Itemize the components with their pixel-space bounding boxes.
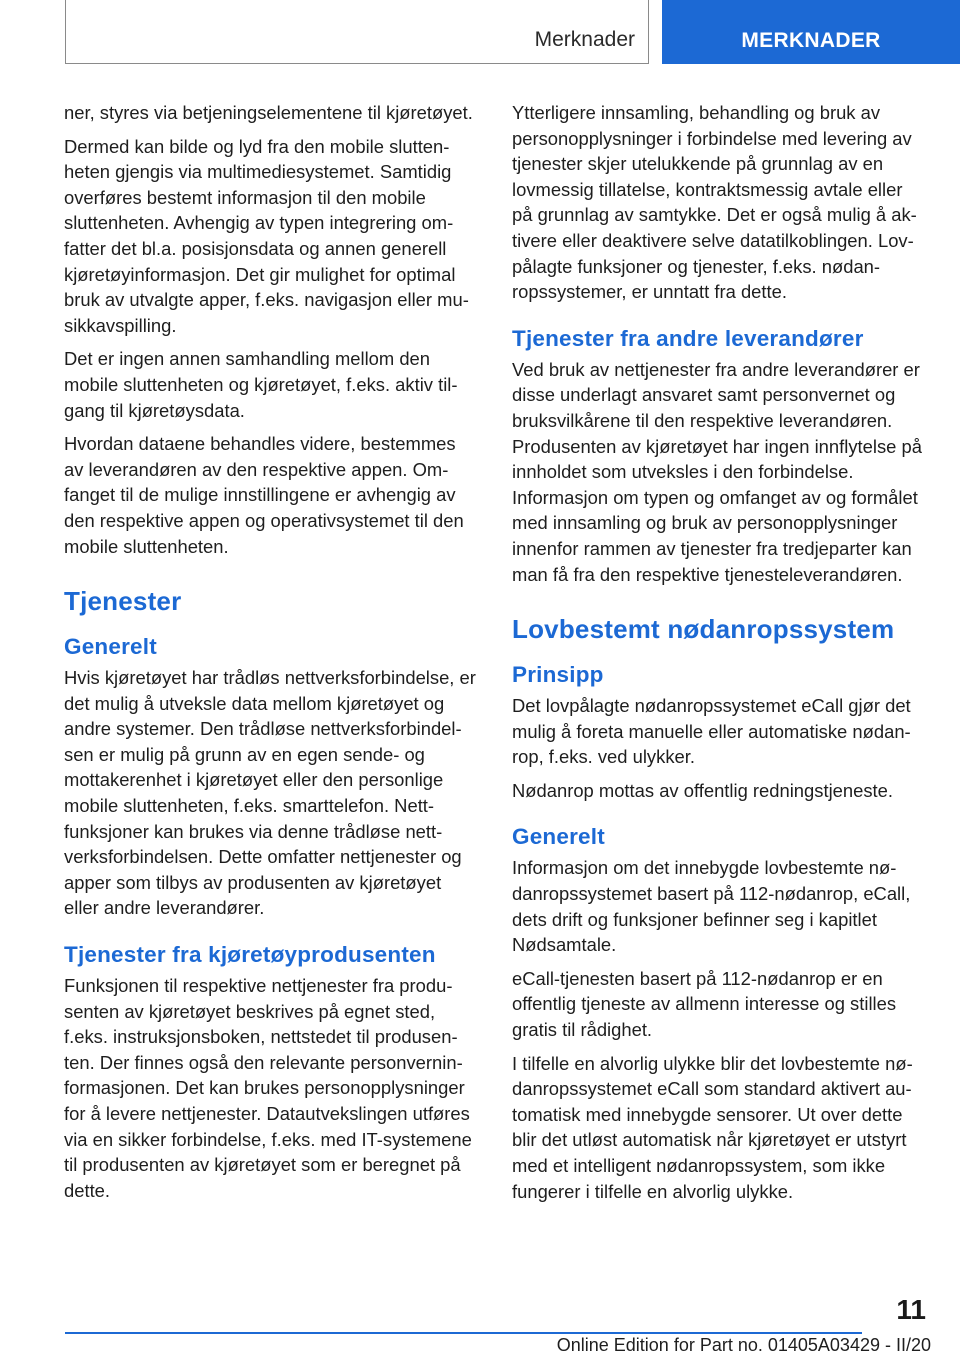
right-paragraph-5: Det lovpålagte nødanropssystemet eCall gjør det mulig å foreta manuelle eller automatiske nødanrop, f.eks. ved ulykker. <box>512 695 911 768</box>
left-heading-4: Tjenester <box>64 586 182 617</box>
footer-divider <box>65 1332 862 1334</box>
right-paragraph-9: eCall-tjenesten basert på 112-nødanrop er en offentlig tjeneste av allmenn interesse og stilles gratis til rådighet. <box>512 967 897 1041</box>
left-paragraph-3: Hvordan dataene behandles videre, bestemmes av leverandøren av den respektive appen. Omfanget til de mulige innstillingene er avhengig av den respektive appen og operativsystemet til den mobile sluttenheten. <box>64 433 464 557</box>
left-paragraph-6: Hvis kjøretøyet har trådløs nettverksforbindelse, er det mulig å utveksle data mellom kjøretøyet og andre systemer. Den trådløse nettverksforbindelsen er mulig på grunn av en egen sende- og mottakerenhet i kjøretøyet eller den personlige mobile sluttenheten, f.eks. smarttelefon. Nettfunksjoner kan brukes via denne trådløse nettverksforbindelsen. Dette omfatter nettjenester og apper som tilbys av produsenten av kjøretøyet eller andre leverandører. <box>64 667 476 919</box>
right-heading-1: Tjenester fra andre leverandører <box>512 325 864 351</box>
page-number: 11 <box>896 1294 926 1325</box>
left-paragraph-8: Funksjonen til respektive nettjenester fra produsenten av kjøretøyet beskrives på egnet sted, f.eks. instruksjonsboken, nettstedet til produsenten. Der finnes også den relevante personverninformasjonen. Det kan brukes personopplysninger for å levere nettjenester. Datautvekslingen utføres via en sikker forbindelse, f.eks. med IT-systemene til produsenten av kjøretøyet som er beregnet på dette. <box>64 975 472 1201</box>
footer-edition: Online Edition for Part no. 01405A03429 - II/20 <box>556 1335 931 1355</box>
chapter-tab-label: MERKNADER <box>741 29 881 52</box>
right-heading-3: Lovbestemt nødanropssystem <box>512 614 895 645</box>
right-paragraph-8: Informasjon om det innebygde lovbestemte nødanropssystemet basert på 112-nødanrop, eCall, dets drift og funksjoner befinner seg i kapitlet Nødsamtale. <box>512 857 911 956</box>
left-heading-7: Tjenester fra kjøretøyprodusenten <box>64 942 436 968</box>
right-paragraph-10: I tilfelle en alvorlig ulykke blir det lovbestemte nødanropssystemet eCall som standard aktivert automatisk med innebygde sensorer. Ut over dette blir det utløst automatisk når kjøretøyet er utstyrt med et intelligent nødanropssystem, som ikke fungerer i tilfelle en alvorlig ulykke. <box>512 1052 913 1202</box>
right-column <box>512 100 927 1212</box>
chapter-tab <box>662 0 960 64</box>
left-paragraph-0: ner, styres via betjeningselementene til kjøretøyet. <box>64 102 473 123</box>
left-paragraph-1: Dermed kan bilde og lyd fra den mobile sluttenheten gjengis via multimediesystemet. Samtidig overføres bestemt informasjon til den mobile sluttenheten. Avhengig av typen integrering omfatter det bl.a. posisjonsdata og annen generell kjøretøyinformasjon. Det gir mulighet for optimal bruk av utvalgte apper, f.eks. navigasjon eller musikkavspilling. <box>64 135 469 336</box>
right-heading-7: Generelt <box>512 824 605 850</box>
right-paragraph-2: Ved bruk av nettjenester fra andre leverandører er disse underlagt ansvaret samt personvernet og bruksvilkårene til den respektive leverandøren. Produsenten av kjøretøyet har ingen innflytelse på innholdet som utveksles i den forbindelse. Informasjon om typen og omfanget av og formålet med innsamling og bruk av personopplysninger innenfor rammen av tjenester fra tredjeparter kan man få fra den respektive tjenesteleverandøren. <box>512 358 922 585</box>
left-heading-5: Generelt <box>64 634 157 660</box>
right-heading-4: Prinsipp <box>512 662 604 688</box>
section-title: Merknader <box>534 28 635 51</box>
right-paragraph-6: Nødanrop mottas av offentlig redningstjeneste. <box>512 779 893 801</box>
left-paragraph-2: Det er ingen annen samhandling mellom den mobile sluttenheten og kjøretøyet, f.eks. aktiv tilgang til kjøretøysdata. <box>64 348 458 421</box>
left-column <box>64 100 479 1211</box>
right-paragraph-0: Ytterligere innsamling, behandling og bruk av personopplysninger i forbindelse med levering av tjenester skjer utelukkende på grunnlag av en lovmessig tillatelse, kontraktsmessig avtale eller på grunnlag av samtykke. Det er også mulig å aktivere eller deaktivere selve datatilkoblingen. Lovpålagte funksjoner og tjenester, f.eks. nødanropssystemer, er unntatt fra dette. <box>512 102 917 303</box>
